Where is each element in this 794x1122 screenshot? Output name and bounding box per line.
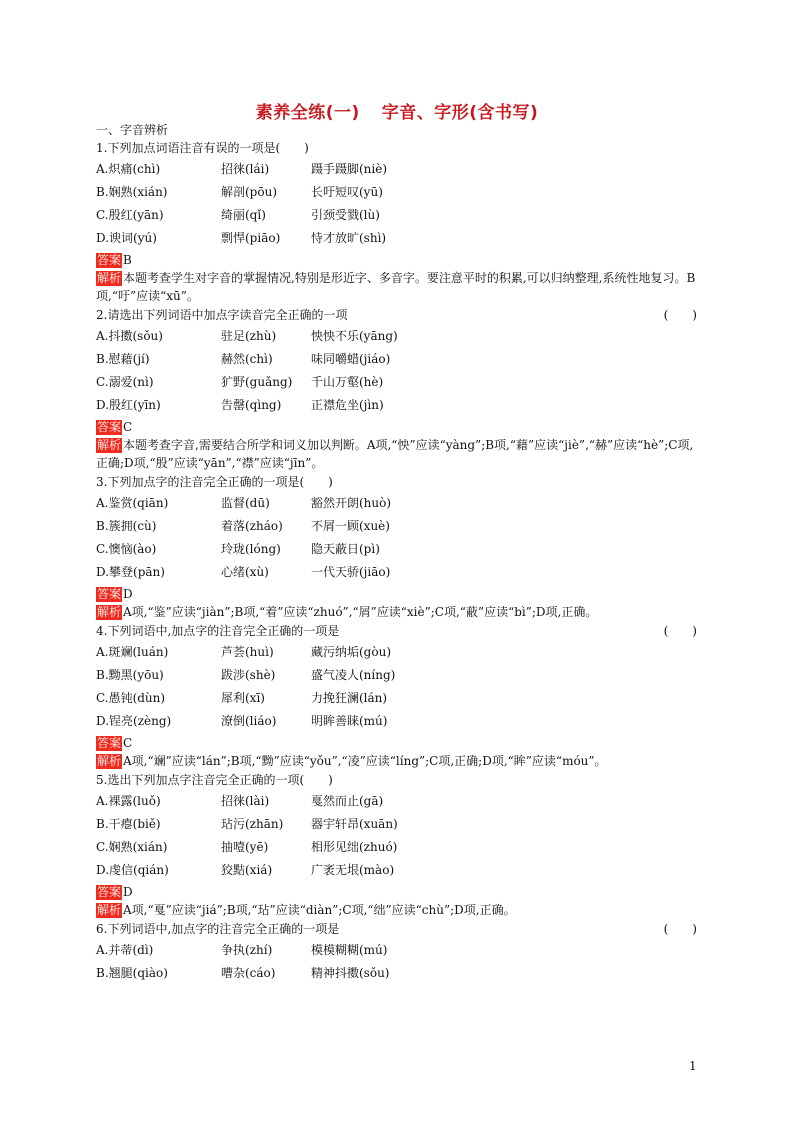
answer-line	[96, 883, 701, 901]
option-row	[96, 813, 701, 836]
answer-tag: 答案	[97, 736, 122, 750]
option-term: 芦荟(huì)	[221, 645, 274, 659]
option-term: A.炽痛(chì)	[96, 162, 161, 176]
option-term: B.干瘪(biě)	[96, 817, 161, 831]
option-term: 模模糊糊(mú)	[311, 943, 388, 957]
option-term: 隐天蔽日(pì)	[311, 542, 380, 556]
analysis-text: A项,“戛”应读“jiá”;B项,“玷”应读“diàn”;C项,“绌”应读“chù”;D项,正确。	[123, 903, 516, 917]
option-row	[96, 515, 701, 538]
option-term: A.裸露(luǒ)	[96, 794, 161, 808]
analysis-tag: 解析	[97, 754, 122, 768]
analysis-text: A项,“鉴”应读“jiàn”;B项,“着”应读“zhuó”,“屑”应读“xiè”;C项,“蔽”应读“bì”;D项,正确。	[123, 605, 598, 619]
exercise-content	[96, 121, 701, 985]
answer-line	[96, 418, 701, 436]
option-row	[96, 325, 701, 348]
option-term: D.锃亮(zèng)	[96, 714, 172, 728]
title-right: 字音、字形(含书写)	[381, 103, 539, 123]
answer-paren: ( )	[663, 922, 697, 936]
answer-value: D	[123, 587, 133, 601]
option-row	[96, 939, 701, 962]
option-row	[96, 204, 701, 227]
option-term: D.虔信(qián)	[96, 863, 169, 877]
question-stem	[96, 306, 701, 325]
answer-tag: 答案	[97, 253, 122, 267]
option-term: B.慰藉(jí)	[96, 352, 150, 366]
option-term: D.谀词(yú)	[96, 231, 157, 245]
question-text: 6.下列词语中,加点字的注音完全正确的一项是	[96, 922, 340, 936]
page-number: 1	[689, 1059, 697, 1073]
option-term: 跋涉(shè)	[221, 668, 276, 682]
option-term: 精神抖擞(sǒu)	[311, 966, 390, 980]
answer-value: D	[123, 885, 133, 899]
option-term: 怏怏不乐(yāng)	[311, 329, 398, 343]
analysis-block	[96, 269, 701, 305]
option-term: B.娴熟(xián)	[96, 185, 168, 199]
answer-paren: ( )	[663, 308, 697, 322]
option-term: 告罄(qìng)	[221, 398, 282, 412]
question-stem	[96, 622, 701, 641]
analysis-block	[96, 901, 701, 919]
option-row	[96, 859, 701, 882]
question-text: 4.下列词语中,加点字的注音完全正确的一项是	[96, 624, 340, 638]
question-text: 2.请选出下列词语中加点字读音完全正确的一项	[96, 308, 348, 322]
option-term: 玲珑(lóng)	[221, 542, 281, 556]
option-term: 一代天骄(jiāo)	[311, 565, 391, 579]
answer-tag: 答案	[97, 420, 122, 434]
option-row	[96, 710, 701, 733]
option-term: D.攀登(pān)	[96, 565, 165, 579]
option-term: 器宇轩昂(xuān)	[311, 817, 398, 831]
option-term: 驻足(zhù)	[221, 329, 277, 343]
option-term: C.懊恼(ào)	[96, 542, 157, 556]
option-row	[96, 962, 701, 985]
option-term: 引颈受戮(lù)	[311, 208, 380, 222]
option-term: 犀利(xī)	[221, 691, 265, 705]
analysis-block	[96, 603, 701, 621]
option-term: 不屑一顾(xuè)	[311, 519, 390, 533]
option-term: 抽噎(yē)	[221, 840, 269, 854]
option-term: 豁然开朗(huò)	[311, 496, 392, 510]
option-term: 长吁短叹(yū)	[311, 185, 383, 199]
answer-tag: 答案	[97, 587, 122, 601]
option-row	[96, 641, 701, 664]
option-term: B.翘腿(qiào)	[96, 966, 168, 980]
option-term: 藏污纳垢(gòu)	[311, 645, 391, 659]
analysis-text: 本题考查学生对字音的掌握情况,特别是形近字、多音字。要注意平时的积累,可以归纳整理,系统性地复习。B项,“吁”应读“xū”。	[96, 271, 696, 303]
option-term: 盛气凌人(níng)	[311, 668, 396, 682]
option-row	[96, 227, 701, 250]
question-text: 1.下列加点词语注音有误的一项是( )	[96, 141, 309, 155]
option-term: D.殷红(yīn)	[96, 398, 161, 412]
question-stem	[96, 771, 701, 790]
option-term: A.鉴赏(qiān)	[96, 496, 169, 510]
option-row	[96, 561, 701, 584]
analysis-tag: 解析	[97, 438, 122, 452]
page-title	[0, 98, 794, 123]
option-term: 解剖(pōu)	[221, 185, 277, 199]
analysis-tag: 解析	[97, 903, 122, 917]
option-term: 招徕(lài)	[221, 794, 270, 808]
option-term: 剽悍(piāo)	[221, 231, 281, 245]
question-stem	[96, 139, 701, 158]
title-left: 素养全练(一)	[255, 103, 360, 123]
option-term: 正襟危坐(jìn)	[311, 398, 384, 412]
question-stem	[96, 920, 701, 939]
analysis-text: 本题考查字音,需要结合所学和词义加以判断。A项,“怏”应读“yàng”;B项,“藉”应读“jiè”,“赫”应读“hè”;C项,正确;D项,“殷”应读“yān”,“襟”应读“jīn”。	[96, 438, 694, 470]
option-row	[96, 836, 701, 859]
option-row	[96, 790, 701, 813]
option-term: 心绪(xù)	[221, 565, 269, 579]
answer-paren: ( )	[663, 624, 697, 638]
answer-tag: 答案	[97, 885, 122, 899]
option-row	[96, 158, 701, 181]
option-term: 恃才放旷(shì)	[311, 231, 387, 245]
answer-line	[96, 734, 701, 752]
option-row	[96, 664, 701, 687]
option-term: 着落(zháo)	[221, 519, 283, 533]
option-term: B.簇拥(cù)	[96, 519, 157, 533]
option-term: 绮丽(qǐ)	[221, 208, 266, 222]
option-term: 力挽狂澜(lán)	[311, 691, 388, 705]
option-row	[96, 538, 701, 561]
option-row	[96, 687, 701, 710]
answer-value: B	[123, 253, 132, 267]
option-row	[96, 394, 701, 417]
option-term: 嘈杂(cáo)	[221, 966, 276, 980]
option-term: C.殷红(yān)	[96, 208, 164, 222]
analysis-tag: 解析	[97, 605, 122, 619]
section-heading: 一、字音辨析	[96, 123, 169, 137]
option-row	[96, 492, 701, 515]
option-term: 招徕(lái)	[221, 162, 270, 176]
option-term: 赫然(chì)	[221, 352, 273, 366]
question-text: 3.下列加点字的注音完全正确的一项是( )	[96, 475, 333, 489]
option-row	[96, 348, 701, 371]
option-term: 相形见绌(zhuó)	[311, 840, 398, 854]
option-term: 潦倒(liáo)	[221, 714, 277, 728]
answer-value: C	[123, 420, 133, 434]
answer-value: C	[123, 736, 133, 750]
option-term: 千山万壑(hè)	[311, 375, 384, 389]
option-term: 蹑手蹑脚(niè)	[311, 162, 388, 176]
option-term: B.黝黑(yōu)	[96, 668, 164, 682]
option-row	[96, 181, 701, 204]
option-term: 监督(dū)	[221, 496, 270, 510]
option-term: 味同嚼蜡(jiáo)	[311, 352, 391, 366]
analysis-block	[96, 436, 701, 472]
option-term: 狡黠(xiá)	[221, 863, 273, 877]
option-term: 明眸善睐(mú)	[311, 714, 388, 728]
option-term: A.抖擞(sǒu)	[96, 329, 163, 343]
question-stem	[96, 473, 701, 492]
question-text: 5.选出下列加点字注音完全正确的一项( )	[96, 773, 333, 787]
option-term: A.并蒂(dì)	[96, 943, 154, 957]
answer-line	[96, 585, 701, 603]
option-term: A.斑斓(luán)	[96, 645, 169, 659]
option-term: 戛然而止(gā)	[311, 794, 384, 808]
option-term: 争执(zhí)	[221, 943, 273, 957]
option-term: 广袤无垠(mào)	[311, 863, 395, 877]
answer-line	[96, 251, 701, 269]
option-term: C.溺爱(nì)	[96, 375, 154, 389]
analysis-block	[96, 752, 701, 770]
analysis-text: A项,“斓”应读“lán”;B项,“黝”应读“yǒu”,“凌”应读“líng”;C项,正确;D项,“眸”应读“móu”。	[123, 754, 607, 768]
option-term: 玷污(zhān)	[221, 817, 284, 831]
option-term: C.愚钝(dùn)	[96, 691, 166, 705]
option-row	[96, 371, 701, 394]
option-term: C.娴熟(xián)	[96, 840, 168, 854]
analysis-tag: 解析	[97, 271, 122, 285]
option-term: 犷野(guǎng)	[221, 375, 293, 389]
